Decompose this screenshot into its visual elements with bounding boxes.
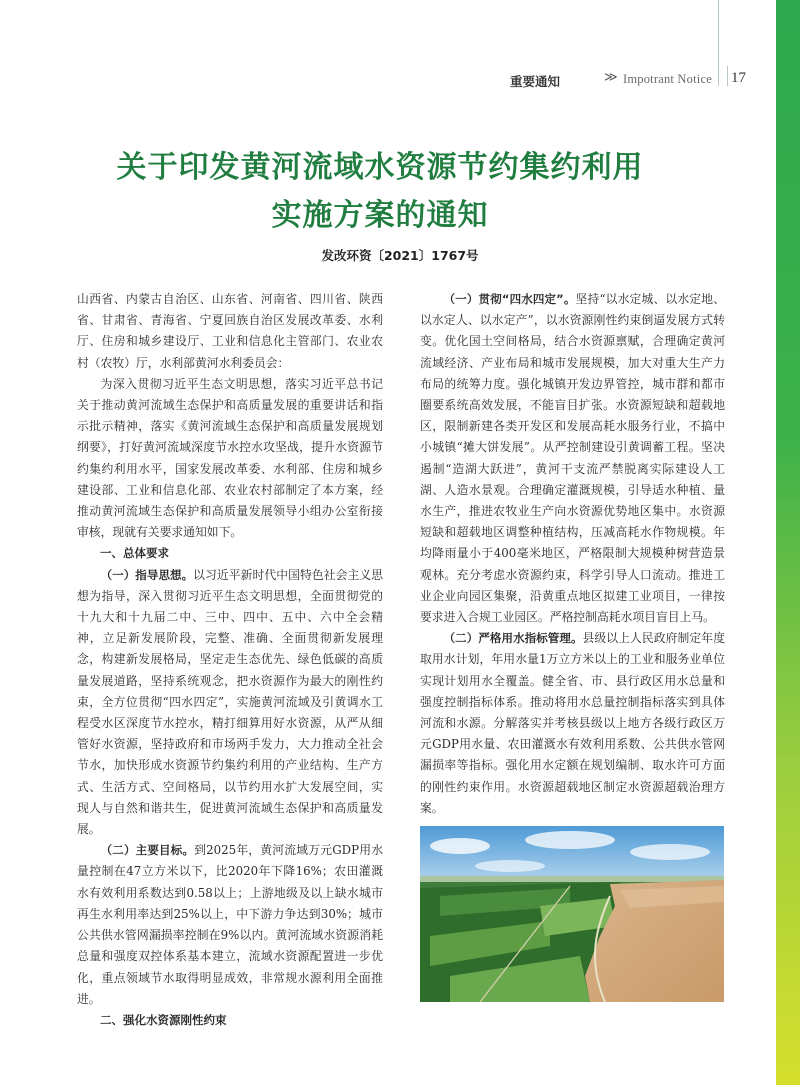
yellow-river-aerial-photo [420, 826, 724, 1002]
four-water-paragraph [420, 289, 725, 628]
title-line-1: 关于印发黄河流域水资源节约集约利用 [116, 150, 644, 185]
page-number-divider [727, 66, 728, 86]
title-line-2: 实施方案的通知 [271, 198, 489, 233]
addressee-paragraph: 山西省、内蒙古自治区、山东省、河南省、四川省、陕西省、甘肃省、青海省、宁夏回族自治区发展改革委、水利厅、住房和城乡建设厅、工业和信息化主管部门、农业农村（农牧）厅，水利部黄河水利委员会： [77, 292, 383, 370]
side-color-bar [776, 0, 800, 1085]
guiding-ideology-text: 以习近平新时代中国特色社会主义思想为指导，深入贯彻习近平生态文明思想，全面贯彻党的十九大和十九届二中、三中、四中、五中、六中全会精神，立足新发展阶段，完整、准确、全面贯彻新发展理念，构建新发展格局，坚定走生态优先、绿色低碳的高质量发展道路，坚持系统观念，把水资源作为最大的刚性约束，全方位贯彻“四水四定”，实施黄河流域及引黄调水工程受水区深度节水控水，精打细算用好水资源，从严从细管好水资源，坚持政府和市场两手发力，大力推动全社会节水，加快形成水资源节约集约利用的产业结构、生产方式、生活方式、空间格局，以节约用水扩大发展空间，实现人与自然和谐共生，促进黄河流域生态保护和高质量发展。 [77, 567, 383, 837]
guiding-ideology-paragraph [77, 565, 383, 841]
intro-paragraph: 为深入贯彻习近平生态文明思想，落实习近平总书记关于推动黄河流域生态保护和高质量发展的重要讲话和指示批示精神，落实《黄河流域生态保护和高质量发展规划纲要》，打好黄河流域深度节水控水攻坚战，提升水资源节约集约利用水平，国家发展改革委、水利部、住房和城乡建设部、工业和信息化部、农业农村部制定了本方案，经推动黄河流域生态保护和高质量发展领导小组办公室衔接审核，现就有关要求通知如下。 [77, 376, 383, 540]
section-heading-2: 二、强化水资源刚性约束 [100, 1012, 227, 1027]
main-targets-text: 到2025年，黄河流域万元GDP用水量控制在47立方米以下，比2020年下降16%；农田灌溉水有效利用系数达到0.58以上；上游地级及以上缺水城市再生水利用率达到25%以上，中下游力争达到30%；城市公共供水管网漏损率控制在9%以内。黄河流域水资源消耗总量和强度双控体系基本建立，流域水资源配置进一步优化，重点领域节水取得明显成效，非常规水源利用全面推进。 [77, 843, 384, 1006]
article-title [60, 144, 700, 240]
page-number: 17 [731, 70, 746, 86]
left-column [77, 289, 383, 1031]
section-name-english: Impotrant Notice [623, 72, 712, 86]
water-quota-text: 县级以上人民政府制定年度取用水计划，年用水量1万立方米以上的工业和服务业单位实现计划用水全覆盖。健全省、市、县行政区用水总量和强度控制指标体系。推动将用水总量控制指标落实到具体河流和水源。分解落实并考核县级以上地方各级行政区万元GDP用水量、农田灌溉水有效利用系数、公共供水管网漏损率等指标。强化用水定额在规划编制、取水许可方面的刚性约束作用。水资源超载地区制定水资源超载治理方案。 [420, 631, 725, 815]
right-column [420, 289, 725, 819]
main-targets-paragraph [77, 840, 383, 1010]
four-water-text: 坚持“以水定城、以水定地、以水定人、以水定产”，以水资源刚性约束倒逼发展方式转变。优化国土空间格局，结合水资源禀赋，合理确定黄河流域经济、产业布局和城市发展规模，加大对重大生产力布局的统筹力度。强化城镇开发边界管控，城市群和都市圈要系统高效发展，不能盲目扩张。水资源短缺和超载地区，限制新建各类开发区和发展高耗水服务行业，不搞中小城镇“摊大饼发展”。从严控制建设引黄调蓄工程。坚决遏制“造湖大跃进”，黄河干支流严禁脱离实际建设人工湖、人造水景观。合理确定灌溉规模，引导适水种植、量水生产，推进农牧业生产向水资源优势地区集中。水资源短缺和超载地区调整种植结构，压减高耗水作物规模。年均降雨量小于400毫米地区，严格限制大规模种树营造景观林。充分考虑水资源约束，科学引导人口流动。推进工业企业向园区集聚，沿黄重点地区拟建工业项目，一律按要求进入合规工业园区。严格控制高耗水项目盲目上马。 [420, 292, 725, 625]
double-chevron-icon: ≫ [604, 70, 618, 85]
main-targets-label: （二）主要目标。 [100, 843, 195, 858]
four-water-label: （一）贯彻“四水四定”。 [443, 292, 576, 306]
section-name: 重要通知 [510, 74, 561, 89]
document-number: 发改环资〔2021〕1767号 [321, 248, 479, 263]
section-heading-1: 一、总体要求 [100, 546, 169, 561]
guiding-ideology-label: （一）指导思想。 [100, 567, 194, 582]
water-quota-paragraph [420, 628, 725, 819]
water-quota-label: （二）严格用水指标管理。 [443, 631, 583, 646]
running-header [510, 70, 720, 90]
